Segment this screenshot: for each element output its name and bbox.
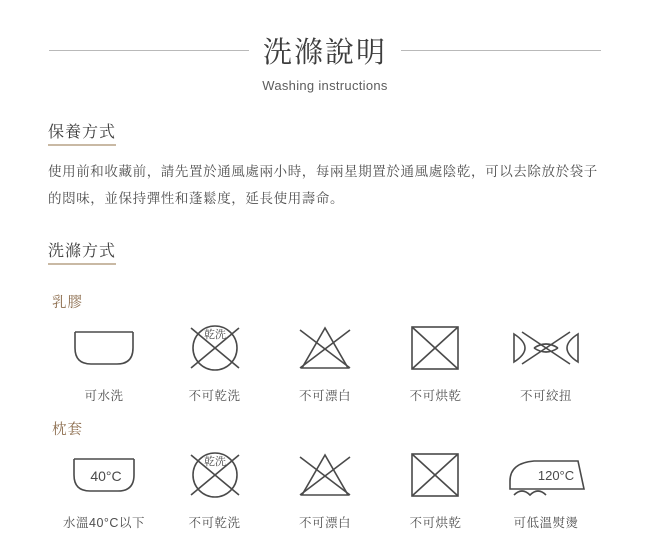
care-symbol-iron-low bbox=[496, 447, 596, 531]
caption-no-tumble-dry: 不可烘乾 bbox=[409, 389, 462, 403]
caption-no-bleach-2: 不可漂白 bbox=[298, 516, 351, 530]
caption-no-dry-clean: 不可乾洗 bbox=[188, 389, 241, 403]
iron-low-icon bbox=[496, 447, 596, 503]
care-section-paragraph: 使用前和收藏前，請先置於通風處兩小時，每兩星期置於通風處陰乾，可以去除放於袋子的悶味，並保持彈性和蓬鬆度，延長使用壽命。 bbox=[48, 164, 598, 206]
care-symbol-no-dry-clean-2 bbox=[165, 447, 265, 531]
group-label-pillowcase: 枕套 bbox=[52, 422, 83, 438]
care-symbol-hand-wash bbox=[54, 320, 154, 404]
title-rule-left bbox=[49, 50, 249, 51]
care-symbol-no-dry-clean bbox=[165, 320, 265, 404]
care-symbol-no-wring bbox=[496, 320, 596, 404]
caption-hand-wash: 可水洗 bbox=[84, 389, 124, 403]
care-symbol-no-bleach-2 bbox=[275, 447, 375, 531]
caption-wash-40c: 水溫40°C以下 bbox=[63, 516, 145, 530]
caption-no-dry-clean-2: 不可乾洗 bbox=[188, 516, 241, 530]
care-section-heading: 保養方式 bbox=[48, 119, 116, 146]
wash-40c-icon bbox=[54, 447, 154, 503]
care-symbol-no-tumble-dry bbox=[386, 320, 486, 404]
title-rule-right bbox=[401, 50, 601, 51]
badge-temp-120c: 120°C bbox=[537, 468, 575, 483]
caption-iron-low: 可低溫熨燙 bbox=[513, 516, 579, 530]
content-area bbox=[0, 93, 650, 531]
section-divider-space bbox=[48, 212, 602, 238]
page-header bbox=[0, 0, 650, 93]
no-dry-clean-icon bbox=[165, 447, 265, 503]
no-tumble-dry-icon bbox=[386, 320, 486, 376]
caption-no-wring: 不可絞扭 bbox=[519, 389, 572, 403]
icon-row-latex bbox=[48, 314, 602, 404]
group-label-latex: 乳膠 bbox=[52, 295, 83, 311]
care-symbol-wash-40c bbox=[54, 447, 154, 531]
hand-wash-icon bbox=[54, 320, 154, 376]
badge-temp-40c: 40°C bbox=[90, 468, 122, 484]
page-subtitle: Washing instructions bbox=[262, 78, 388, 93]
page-title: 洗滌說明 bbox=[262, 37, 387, 69]
no-bleach-icon bbox=[275, 320, 375, 376]
care-symbol-no-tumble-dry-2 bbox=[386, 447, 486, 531]
icon-row-pillowcase bbox=[48, 441, 602, 531]
badge-dry-clean: 乾洗 bbox=[203, 456, 226, 468]
no-dry-clean-icon bbox=[165, 320, 265, 376]
caption-no-bleach: 不可漂白 bbox=[298, 389, 351, 403]
badge-dry-clean: 乾洗 bbox=[203, 329, 226, 341]
washing-section-heading: 洗滌方式 bbox=[48, 238, 116, 265]
no-bleach-icon bbox=[275, 447, 375, 503]
no-tumble-dry-icon bbox=[386, 447, 486, 503]
no-wring-icon bbox=[496, 320, 596, 376]
care-symbol-no-bleach bbox=[275, 320, 375, 404]
caption-no-tumble-dry-2: 不可烘乾 bbox=[409, 516, 462, 530]
title-row bbox=[0, 30, 650, 71]
